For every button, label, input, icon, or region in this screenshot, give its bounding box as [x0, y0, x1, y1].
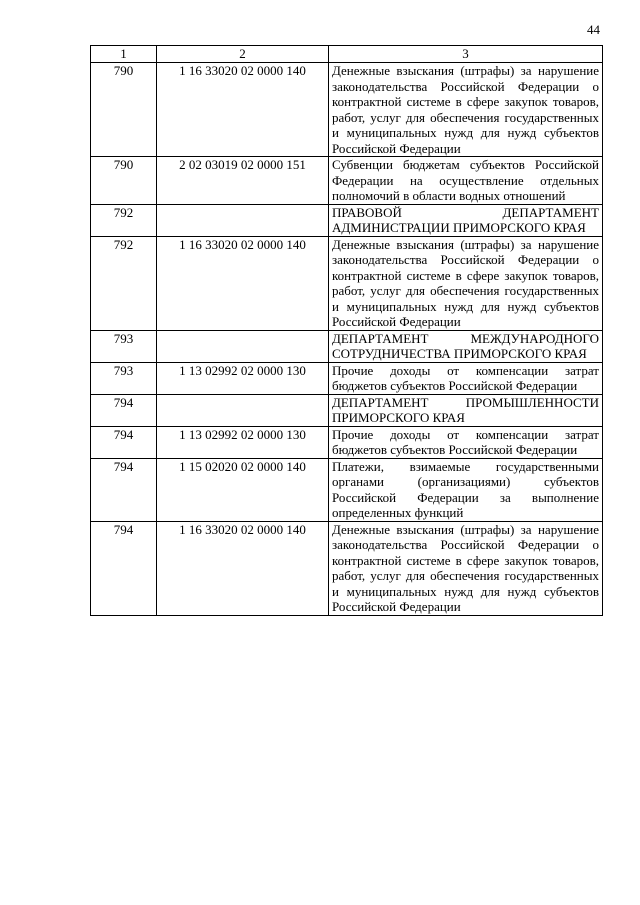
description-cell: Денежные взыскания (штрафы) за нарушение законодательства Российской Федерации о контрактной системе в сфере закупок товаров, работ, услуг для обеспечения государственных и муниципальных нужд для нужд субъектов Российской Федерации [329, 63, 603, 157]
table-row [91, 204, 603, 236]
table-row [91, 236, 603, 330]
table-row [91, 426, 603, 458]
description-cell: Прочие доходы от компенсации затрат бюджетов субъектов Российской Федерации [329, 362, 603, 394]
column-header-1: 1 [91, 46, 157, 63]
revenue-codes-table [90, 45, 603, 616]
table-row [91, 157, 603, 205]
admin-code-cell: 790 [91, 157, 157, 205]
description-cell: Денежные взыскания (штрафы) за нарушение законодательства Российской Федерации о контрактной системе в сфере закупок товаров, работ, услуг для обеспечения государственных и муниципальных нужд для нужд субъектов Российской Федерации [329, 521, 603, 615]
table-row [91, 330, 603, 362]
table-header-row [91, 46, 603, 63]
budget-code-cell: 1 13 02992 02 0000 130 [157, 426, 329, 458]
budget-code-cell: 1 15 02020 02 0000 140 [157, 458, 329, 521]
table-row [91, 394, 603, 426]
budget-code-cell [157, 330, 329, 362]
department-name-cell: ДЕПАРТАМЕНТ МЕЖДУНАРОДНОГО СОТРУДНИЧЕСТВА ПРИМОРСКОГО КРАЯ [329, 330, 603, 362]
admin-code-cell: 790 [91, 63, 157, 157]
admin-code-cell: 794 [91, 521, 157, 615]
budget-code-cell: 1 16 33020 02 0000 140 [157, 63, 329, 157]
department-name-cell: ПРАВОВОЙ ДЕПАРТАМЕНТ АДМИНИСТРАЦИИ ПРИМОРСКОГО КРАЯ [329, 204, 603, 236]
description-cell: Денежные взыскания (штрафы) за нарушение законодательства Российской Федерации о контрактной системе в сфере закупок товаров, работ, услуг для обеспечения государственных и муниципальных нужд для нужд субъектов Российской Федерации [329, 236, 603, 330]
admin-code-cell: 794 [91, 394, 157, 426]
description-cell: Прочие доходы от компенсации затрат бюджетов субъектов Российской Федерации [329, 426, 603, 458]
admin-code-cell: 794 [91, 458, 157, 521]
table-row [91, 458, 603, 521]
budget-code-cell: 1 16 33020 02 0000 140 [157, 236, 329, 330]
admin-code-cell: 792 [91, 204, 157, 236]
column-header-2: 2 [157, 46, 329, 63]
admin-code-cell: 793 [91, 330, 157, 362]
admin-code-cell: 794 [91, 426, 157, 458]
budget-code-cell [157, 394, 329, 426]
admin-code-cell: 793 [91, 362, 157, 394]
budget-code-cell: 2 02 03019 02 0000 151 [157, 157, 329, 205]
table-row [91, 63, 603, 157]
table-row [91, 362, 603, 394]
description-cell: Платежи, взимаемые государственными органами (организациями) субъектов Российской Федерации за выполнение определенных функций [329, 458, 603, 521]
page-number: 44 [587, 22, 600, 37]
description-cell: Субвенции бюджетам субъектов Российской Федерации на осуществление отдельных полномочий в области водных отношений [329, 157, 603, 205]
budget-code-cell: 1 13 02992 02 0000 130 [157, 362, 329, 394]
department-name-cell: ДЕПАРТАМЕНТ ПРОМЫШЛЕННОСТИ ПРИМОРСКОГО КРАЯ [329, 394, 603, 426]
column-header-3: 3 [329, 46, 603, 63]
table-row [91, 521, 603, 615]
admin-code-cell: 792 [91, 236, 157, 330]
budget-code-cell: 1 16 33020 02 0000 140 [157, 521, 329, 615]
budget-code-cell [157, 204, 329, 236]
